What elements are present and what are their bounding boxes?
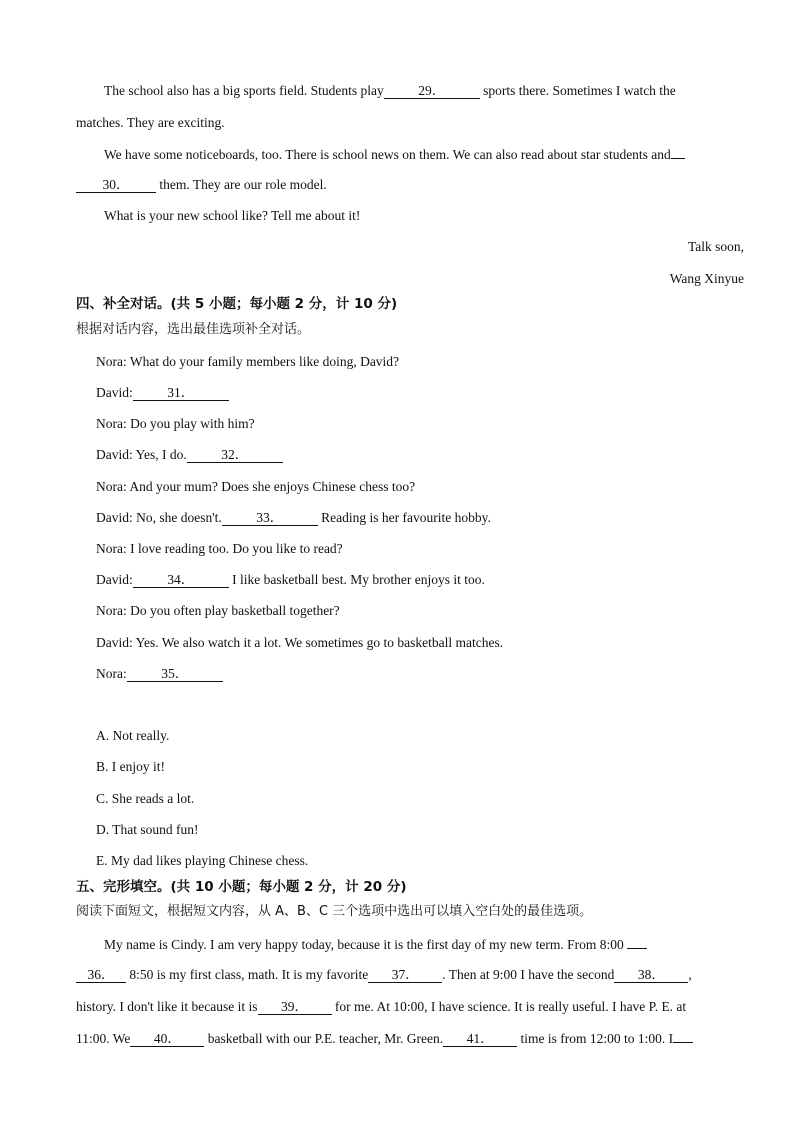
cloze-text: ,	[688, 967, 692, 982]
blank-40[interactable]: 40．	[130, 1031, 204, 1047]
blank-38[interactable]: 38．	[614, 967, 688, 983]
dialogue-text: I like basketball best. My brother enjoys it too.	[232, 572, 485, 587]
section-5-title: 五、完形填空。(共 10 小题；每小题 2 分，计 20 分)	[76, 879, 407, 895]
dialogue-text: Reading is her favourite hobby.	[321, 510, 491, 525]
dialogue-line: Nora: What do your family members like doing, David?	[96, 354, 400, 369]
blank-30-lead	[671, 145, 685, 159]
letter-text: We have some noticeboards, too. There is school news on them. We can also read about star students and	[104, 147, 671, 162]
letter-text: The school also has a big sports field. Students play	[104, 83, 384, 98]
dialogue-line: Nora: Do you often play basketball together?	[96, 603, 340, 618]
dialogue-line: Nora: And your mum? Does she enjoys Chinese chess too?	[96, 479, 416, 494]
blank-36-lead	[627, 935, 647, 949]
cloze-line-1	[104, 935, 647, 954]
letter-text: sports there. Sometimes I watch the	[483, 83, 676, 98]
letter-line-3	[104, 145, 685, 164]
dialogue-line	[96, 665, 223, 683]
cloze-text: basketball with our P.E. teacher, Mr. Green.	[207, 1031, 444, 1046]
blank-31[interactable]: 31．	[133, 385, 229, 401]
blank-29[interactable]: 29．	[384, 83, 480, 99]
dialogue-line	[96, 509, 491, 527]
dialogue-text: David:	[96, 572, 133, 587]
blank-33[interactable]: 33．	[222, 510, 318, 526]
section-4-instruction: 根据对话内容，选出最佳选项补全对话。	[76, 322, 311, 337]
letter-closing: Talk soon,	[687, 239, 744, 254]
cloze-text: 11:00. We	[76, 1031, 131, 1046]
blank-37[interactable]: 37．	[368, 967, 442, 983]
cloze-text: for me. At 10:00, I have science. It is really useful. I have P. E. at	[334, 999, 687, 1014]
option-b: B. I enjoy it!	[96, 759, 165, 774]
blank-39[interactable]: 39．	[258, 999, 332, 1015]
dialogue-line	[96, 384, 229, 402]
section-5-instruction: 阅读下面短文，根据短文内容，从 A、B、C 三个选项中选出可以填入空白处的最佳选项。	[76, 904, 593, 919]
blank-36[interactable]: 36．	[76, 967, 126, 983]
letter-line-5: What is your new school like? Tell me about it!	[104, 208, 361, 223]
dialogue-text: David: No, she doesn't.	[96, 510, 222, 525]
blank-30[interactable]: 30．	[76, 177, 156, 193]
cloze-line-4	[76, 1029, 693, 1048]
dialogue-line: Nora: I love reading too. Do you like to read?	[96, 541, 343, 556]
dialogue-line: David: Yes. We also watch it a lot. We sometimes go to basketball matches.	[96, 635, 504, 650]
letter-line-4	[76, 176, 327, 194]
letter-line-2: matches. They are exciting.	[76, 115, 225, 130]
option-a: A. Not really.	[96, 728, 170, 743]
blank-35[interactable]: 35．	[127, 666, 223, 682]
dialogue-line	[96, 446, 283, 464]
blank-32[interactable]: 32．	[187, 447, 283, 463]
blank-42-lead	[673, 1029, 693, 1043]
dialogue-line	[96, 571, 485, 589]
cloze-text: . Then at 9:00 I have the second	[442, 967, 615, 982]
option-d: D. That sound fun!	[96, 822, 199, 837]
letter-line-1	[104, 82, 676, 100]
cloze-line-2	[76, 966, 692, 984]
dialogue-text: Nora:	[96, 666, 127, 681]
option-e: E. My dad likes playing Chinese chess.	[96, 853, 309, 868]
section-4-title: 四、补全对话。(共 5 小题；每小题 2 分，计 10 分)	[76, 296, 398, 312]
cloze-text: time is from 12:00 to 1:00. I	[520, 1031, 674, 1046]
dialogue-line: Nora: Do you play with him?	[96, 416, 255, 431]
cloze-text: My name is Cindy. I am very happy today, because it is the first day of my new term. From 8:00	[104, 937, 624, 952]
letter-signature: Wang Xinyue	[669, 271, 744, 286]
cloze-text: history. I don't like it because it is	[76, 999, 258, 1014]
option-c: C. She reads a lot.	[96, 791, 195, 806]
blank-41[interactable]: 41．	[443, 1031, 517, 1047]
dialogue-text: David:	[96, 385, 133, 400]
dialogue-text: David: Yes, I do.	[96, 447, 187, 462]
blank-34[interactable]: 34．	[133, 572, 229, 588]
cloze-text: 8:50 is my first class, math. It is my favorite	[129, 967, 369, 982]
cloze-line-3	[76, 998, 686, 1016]
letter-text: them. They are our role model.	[159, 177, 327, 192]
